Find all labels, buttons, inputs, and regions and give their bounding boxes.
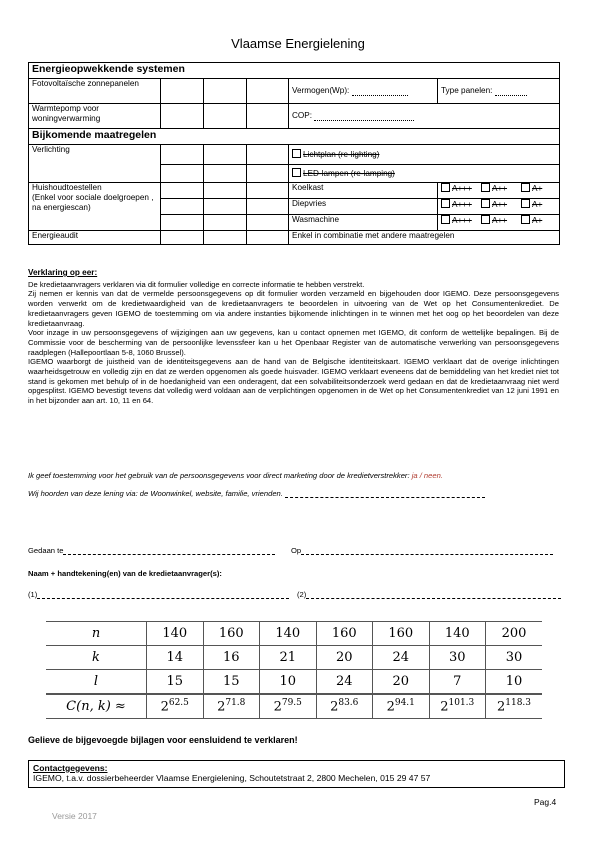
math-cell: 10 [260, 670, 317, 695]
cell-v-4[interactable] [161, 165, 204, 183]
declaration-p4: IGEMO waarborgt de juistheid van de identiteitsgegevens aan de hand van de Belgische identiteitskaart. IGEMO verklaart dat de overige inlichtingen waarheidsgetrouw en volledig zijn en dat ze werden opgenomen als goede huisvader. IGEMO verklaart eveneens dat de bemiddeling van het krediet niet tot stand is gekomen met behulp of in de hoedanigheid van een onderagent, dat een solvabiliteitsonderzoek werd gedaan en dat de kredietaanvraag niet werd opgesplitst. IGEMO bevestigt tevens dat volledig werd voldaan aan de verplichtingen opgenomen in de Wet op het Consumentenkrediet van 12 juni 1991 en in het bijzonder aan art. 10, 11 en 64. [28, 357, 559, 406]
math-cell: 20 [316, 646, 373, 670]
type-panelen-label: Type panelen: [441, 86, 493, 95]
gedaan-field[interactable] [63, 546, 275, 555]
op-line [291, 546, 553, 555]
label-verlichting: Verlichting [29, 145, 161, 183]
vermogen-label: Vermogen(Wp): [292, 86, 350, 95]
declaration-p1: De kredietaanvragers verklaren via dit formulier volledige en correcte informatie te hebben verstrekt. [28, 279, 365, 289]
math-row-label: k [46, 646, 147, 670]
math-power-cell: $2^{62.5}$ [147, 694, 204, 719]
op-field[interactable] [301, 546, 553, 555]
math-row-c [46, 694, 542, 719]
label-energieaudit: Energieaudit [29, 231, 161, 245]
label-huishoudtoestellen: Huishoudtoestellen (Enkel voor sociale doelgroepen , na energiescan) [29, 183, 161, 231]
contact-title: Contactgegevens: [33, 763, 108, 773]
contact-text: IGEMO, t.a.v. dossierbeheerder Vlaamse Energielening, Schoutetstraat 2, 2800 Mechelen, 015 29 47 57 [33, 773, 431, 783]
cell-h-6[interactable] [247, 199, 289, 215]
math-cell: 24 [316, 670, 373, 695]
diepvries-label: Diepvries [289, 199, 438, 215]
signature-2-line: (2) [297, 590, 561, 599]
math-cell: 30 [429, 646, 486, 670]
lichtplan-label: Lichtplan (re-lighting) [303, 150, 380, 159]
diepvries-a1-checkbox[interactable] [521, 199, 530, 208]
hoorden-text: Wij hoorden van deze lening via: de Woonwinkel, website, familie, vrienden. [28, 489, 283, 498]
signature-1-line: (1) [28, 590, 289, 599]
complexity-table [46, 621, 542, 713]
math-cell: 30 [486, 646, 543, 670]
declaration [28, 268, 559, 406]
led-checkbox[interactable] [292, 168, 301, 177]
version-label: Versie 2017 [52, 811, 97, 821]
cop-label: COP: [292, 111, 313, 120]
math-row-label: n [46, 622, 147, 646]
cell-h-2[interactable] [204, 183, 247, 199]
math-cell: 20 [373, 670, 430, 695]
cell-v-5[interactable] [204, 165, 247, 183]
wasmachine-label: Wasmachine [289, 215, 438, 231]
cop-field[interactable] [314, 112, 414, 121]
math-power-cell: $2^{79.5}$ [260, 694, 317, 719]
hoorden-field[interactable] [285, 489, 485, 498]
gelieve-note: Gelieve de bijgevoegde bijlagen voor eensluidend te verklaren! [28, 735, 298, 745]
math-row-n [46, 622, 542, 646]
declaration-title: Verklaring op eer: [28, 268, 98, 277]
wasmachine-a2-checkbox[interactable] [481, 215, 490, 224]
koelkast-classes: A+++ A++ A+ [438, 183, 560, 199]
math-row-l [46, 670, 542, 695]
op-label: Op [291, 546, 302, 555]
hoorden-line [28, 489, 559, 498]
cell-e-2[interactable] [204, 231, 247, 245]
cell-h-5[interactable] [204, 199, 247, 215]
math-cell: 140 [429, 622, 486, 646]
page-number: Pag.4 [534, 797, 557, 807]
math-cell: 16 [203, 646, 260, 670]
math-power-cell: $2^{83.6}$ [316, 694, 373, 719]
math-cell: 10 [486, 670, 543, 695]
section-bijkomende: Bijkomende maatregelen [29, 129, 560, 145]
math-cell: 15 [203, 670, 260, 695]
declaration-p2: Zij nemen er kennis van dat de vermelde persoonsgegevens op dit formulier worden verzameld en bijgehouden door IGEMO. Deze persoonsgegevens worden verwerkt om de kredietwaardigheid van de kredietaanvragers te beoordelen in uitvoering van de Wet op het Consumentenkrediet. De kredietaanvragers geven IGEMO de toestemming om via andere instanties bijkomende inlichtingen in te winnen met het oog op het beoordelen van deze kredietaanvraag. [28, 289, 559, 328]
cell-h-3[interactable] [247, 183, 289, 199]
cell-pv-1[interactable] [161, 79, 204, 104]
page-title: Vlaamse Energielening [231, 36, 365, 51]
cell-h-4[interactable] [161, 199, 204, 215]
gedaan-label: Gedaan te [28, 546, 64, 555]
cell-v-6[interactable] [247, 165, 289, 183]
cell-h-8[interactable] [204, 215, 247, 231]
cell-pv-3[interactable] [247, 79, 289, 104]
cell-v-2[interactable] [204, 145, 247, 165]
led-label: LED-lampen (re-lamping) [303, 169, 395, 178]
math-row-label: l [46, 670, 147, 695]
koelkast-label: Koelkast [289, 183, 438, 199]
declaration-p3: Voor inzage in uw persoonsgegevens of wijzigingen aan uw gegevens, kan u contact opnemen met IGEMO, dit conform de wettelijke bepalingen. Bij de Commissie voor de bescherming van de persoonlijke levenssfeer kan u het Openbaar Register van de automatische verwerking van persoonsgegevens raadplegen (Hallepoortlaan 5-8, 1060 Brussel). [28, 328, 559, 357]
cell-h-9[interactable] [247, 215, 289, 231]
cell-h-7[interactable] [161, 215, 204, 231]
math-power-cell: $2^{101.3}$ [429, 694, 486, 719]
math-cell: 21 [260, 646, 317, 670]
gedaan-line [28, 546, 275, 555]
cell-pv-2[interactable] [204, 79, 247, 104]
diepvries-a3-checkbox[interactable] [441, 199, 450, 208]
measures-table [28, 62, 560, 245]
type-panelen-field[interactable] [495, 87, 527, 96]
math-cell: 15 [147, 670, 204, 695]
math-cell: 160 [373, 622, 430, 646]
math-cell: 160 [203, 622, 260, 646]
cell-h-1[interactable] [161, 183, 204, 199]
wasmachine-classes: A+++ A++ A+ [438, 215, 560, 231]
wasmachine-a3-checkbox[interactable] [441, 215, 450, 224]
enkel-combinatie: Enkel in combinatie met andere maatregelen [289, 231, 560, 245]
cell-wp-2[interactable] [204, 104, 247, 129]
label-fotovoltaische: Fotovoltaïsche zonnepanelen [29, 79, 161, 104]
math-cell: 140 [147, 622, 204, 646]
math-cell: 140 [260, 622, 317, 646]
vermogen-field[interactable] [352, 87, 408, 96]
label-warmtepomp: Warmtepomp voor woningverwarming [29, 104, 161, 129]
cell-wp-1[interactable] [161, 104, 204, 129]
wasmachine-a1-checkbox[interactable] [521, 215, 530, 224]
section-energieopwekkende: Energieopwekkende systemen [29, 63, 560, 79]
math-cell: 200 [486, 622, 543, 646]
consent-line: Ik geef toestemming voor het gebruik van de persoonsgegevens voor direct marketing door de kredietverstrekker: ja / neen. [28, 471, 443, 480]
koelkast-a1-checkbox[interactable] [521, 183, 530, 192]
cell-e-3[interactable] [247, 231, 289, 245]
math-power-cell: $2^{71.8}$ [203, 694, 260, 719]
math-cell: 160 [316, 622, 373, 646]
math-cell: 24 [373, 646, 430, 670]
math-row-k [46, 646, 542, 670]
diepvries-a2-checkbox[interactable] [481, 199, 490, 208]
cell-e-1[interactable] [161, 231, 204, 245]
math-power-cell: $2^{118.3}$ [486, 694, 543, 719]
signature-2-field[interactable] [306, 590, 561, 599]
consent-text: Ik geef toestemming voor het gebruik van de persoonsgegevens voor direct marketing door de kredietverstrekker: [28, 471, 412, 480]
math-cell: 7 [429, 670, 486, 695]
signature-1-field[interactable] [37, 590, 289, 599]
math-power-cell: $2^{94.1}$ [373, 694, 430, 719]
diepvries-classes: A+++ A++ A+ [438, 199, 560, 215]
koelkast-a2-checkbox[interactable] [481, 183, 490, 192]
math-row-label: C(n, k) ≈ [46, 694, 147, 719]
consent-choice[interactable]: ja / neen [411, 471, 441, 480]
cell-v-1[interactable] [161, 145, 204, 165]
naam-handtekening-label: Naam + handtekening(en) van de kredietaanvrager(s): [28, 569, 222, 578]
cell-v-3[interactable] [247, 145, 289, 165]
cell-wp-3[interactable] [247, 104, 289, 129]
lichtplan-checkbox[interactable] [292, 149, 301, 158]
huishoud-sub: (Enkel voor sociale doelgroepen , na energiescan) [32, 193, 154, 212]
math-cell: 14 [147, 646, 204, 670]
contact-box [28, 760, 565, 788]
koelkast-a3-checkbox[interactable] [441, 183, 450, 192]
